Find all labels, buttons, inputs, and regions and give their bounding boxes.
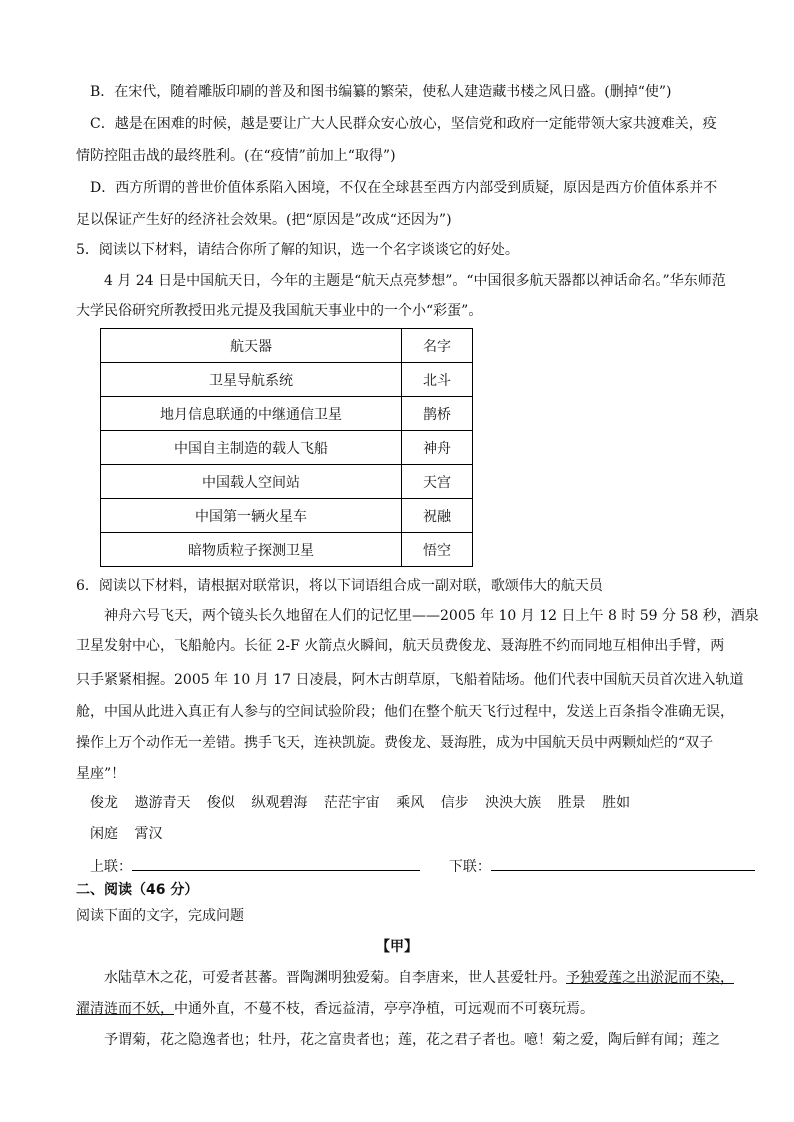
passage-line: 予谓菊，花之隐逸者也；牡丹，花之富贵者也；莲，花之君子者也。噫！菊之爱，陶后鲜有闻；莲之 <box>104 1032 720 1048</box>
passage-line <box>76 999 594 1019</box>
table-cell-spacecraft: 中国载人空间站 <box>101 465 402 499</box>
q5-paragraph-line1: 4 月 24 日是中国航天日，今年的主题是“航天点亮梦想”。“中国很多航天器都以神话命名。”华东师范 <box>104 273 726 289</box>
upper-couplet-blank[interactable] <box>132 856 420 871</box>
word-item: 俊似 <box>206 795 235 811</box>
table-cell-name: 悟空 <box>402 533 473 567</box>
option-c-line1: C．越是在困难的时候，越是要让广大人民群众安心放心，坚信党和政府一定能带领大家共渡难关，疫 <box>90 116 717 132</box>
table-cell-spacecraft: 暗物质粒子探测卫星 <box>101 533 402 567</box>
section-instruction: 阅读下面的文字，完成问题 <box>76 908 244 924</box>
word-item: 胜如 <box>602 795 631 811</box>
passage-text: 水陆草木之花，可爱者甚蕃。晋陶渊明独爱菊。自李唐来，世人甚爱牡丹。 <box>104 970 566 986</box>
table-row <box>101 363 473 397</box>
table-cell-name: 天宫 <box>402 465 473 499</box>
q6-paragraph-line: 只手紧紧相握。2005 年 10 月 17 日凌晨，阿木古朗草原，飞船着陆场。他们代表中国航天员首次进入轨道 <box>76 672 744 688</box>
q6-paragraph-line: 星座”！ <box>76 766 126 782</box>
table-row <box>101 397 473 431</box>
table-row <box>101 499 473 533</box>
table-cell-name: 北斗 <box>402 363 473 397</box>
word-item: 茫茫宇宙 <box>323 795 380 811</box>
q6-prompt: 6．阅读以下材料，请根据对联常识，将以下词语组合成一副对联，歌颂伟大的航天员 <box>76 578 603 594</box>
spacecraft-table <box>100 328 473 567</box>
upper-couplet-label: 上联： <box>90 859 132 875</box>
q5-paragraph-line2: 大学民俗研究所教授田兆元提及我国航天事业中的一个小“彩蛋”。 <box>76 303 483 319</box>
table-row <box>101 431 473 465</box>
word-item: 信步 <box>440 795 469 811</box>
q6-paragraph-line: 舱，中国从此进入真正有人参与的空间试验阶段；他们在整个航天飞行过程中，发送上百条指令准确无误， <box>76 704 734 720</box>
couplet-answer-row <box>90 856 755 877</box>
q6-paragraph-line: 操作上万个动作无一差错。携手飞天，连袂凯旋。费俊龙、聂海胜，成为中国航天员中两颗灿烂的“双子 <box>76 735 714 751</box>
option-d-line1: D．西方所谓的普世价值体系陷入困境，不仅在全球甚至西方内部受到质疑，原因是西方价值体系并不 <box>90 180 718 196</box>
passage-text: 中通外直，不蔓不枝，香远益清，亭亭净植，可远观而不可亵玩焉。 <box>174 1001 594 1017</box>
word-item: 泱泱大族 <box>485 795 542 811</box>
table-header-name: 名字 <box>402 329 473 363</box>
option-c-line2: 情防控阻击战的最终胜利。(在“疫情”前加上“取得”) <box>76 148 396 164</box>
table-cell-name: 神舟 <box>402 431 473 465</box>
table-cell-spacecraft: 地月信息联通的中继通信卫星 <box>101 397 402 431</box>
table-cell-spacecraft: 中国自主制造的载人飞船 <box>101 431 402 465</box>
underlined-text: 濯清涟而不妖， <box>76 1001 174 1017</box>
lower-couplet-label: 下联： <box>448 859 491 875</box>
table-row <box>101 465 473 499</box>
table-header-row <box>101 329 473 363</box>
passage-title-jia: 【甲】 <box>376 939 418 955</box>
word-item: 胜景 <box>557 795 586 811</box>
word-bank-row2 <box>90 824 174 844</box>
word-item: 闲庭 <box>90 826 118 842</box>
option-d-line2: 足以保证产生好的经济社会效果。(把“原因是”改成“还因为”) <box>76 212 452 228</box>
q6-paragraph-line: 神舟六号飞天，两个镜头长久地留在人们的记忆里——2005 年 10 月 12 日上午 8 时 59 分 58 秒，酒泉 <box>104 608 759 624</box>
underlined-text: 予独爱莲之出淤泥而不染， <box>566 970 734 986</box>
q5-prompt: 5．阅读以下材料，请结合你所了解的知识，选一个名字谈谈它的好处。 <box>76 242 519 258</box>
word-item: 乘风 <box>396 795 425 811</box>
table-cell-spacecraft: 卫星导航系统 <box>101 363 402 397</box>
word-item: 遨游青天 <box>134 795 191 811</box>
table-cell-name: 鹊桥 <box>402 397 473 431</box>
word-item: 纵观碧海 <box>251 795 308 811</box>
lower-couplet-blank[interactable] <box>491 856 755 871</box>
q6-paragraph-line: 卫星发射中心，飞船舱内。长征 2-F 火箭点火瞬间，航天员费俊龙、聂海胜不约而同地互相伸出手臂，两 <box>76 638 725 654</box>
table-header-spacecraft: 航天器 <box>101 329 402 363</box>
word-item: 霄汉 <box>134 826 163 842</box>
passage-line <box>104 968 734 988</box>
table-row <box>101 533 473 567</box>
table-cell-name: 祝融 <box>402 499 473 533</box>
section-heading: 二、阅读（46 分） <box>76 882 199 898</box>
word-item: 俊龙 <box>90 795 118 811</box>
table-cell-spacecraft: 中国第一辆火星车 <box>101 499 402 533</box>
word-bank-row1 <box>90 793 642 813</box>
option-b: B．在宋代，随着雕版印刷的普及和图书编纂的繁荣，使私人建造藏书楼之风日盛。(删掉“使”) <box>90 84 672 100</box>
